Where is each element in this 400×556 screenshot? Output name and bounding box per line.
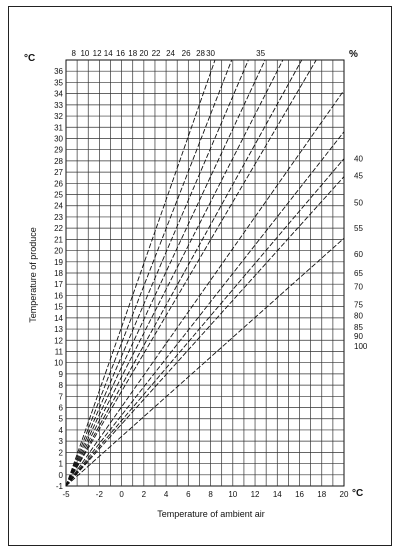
percent-label: 65 <box>354 269 363 278</box>
y-tick-label: 16 <box>54 291 63 301</box>
y-tick-label: 19 <box>54 257 63 267</box>
y-tick-label: 27 <box>54 168 63 178</box>
percent-label: 60 <box>354 249 363 259</box>
series-line <box>66 132 344 486</box>
top-tick-label: 8 <box>71 49 77 58</box>
y-tick-label: 17 <box>54 280 63 290</box>
percent-label: 45 <box>354 171 363 181</box>
series-line <box>66 238 344 486</box>
y-tick-label: 32 <box>54 112 63 122</box>
x-tick-label: 12 <box>250 490 260 499</box>
top-tick-label: 24 <box>166 49 175 58</box>
y-tick-label: 30 <box>54 134 63 144</box>
y-tick-label: 34 <box>54 89 63 99</box>
series-line <box>66 159 344 486</box>
top-tick-label: 12 <box>92 49 102 58</box>
x-tick-label: 10 <box>228 490 238 499</box>
top-tick-label: 22 <box>151 49 161 58</box>
x-axis-title: Temperature of ambient air <box>157 509 265 519</box>
y-tick-label: 1 <box>58 459 63 469</box>
y-tick-label: 6 <box>58 403 63 413</box>
y-tick-label: 14 <box>54 313 63 323</box>
top-tick-label: 14 <box>103 49 113 58</box>
y-tick-label: 23 <box>54 212 63 222</box>
y-tick-label: 3 <box>58 437 63 447</box>
y-tick-label: 11 <box>54 347 63 357</box>
percent-label: 75 <box>354 300 363 310</box>
percent-label: 85 <box>354 322 363 332</box>
top-tick-label: 10 <box>80 49 90 58</box>
x-tick-label: 6 <box>186 490 191 499</box>
y-tick-label: 18 <box>54 269 63 278</box>
y-tick-label: 4 <box>58 425 63 435</box>
grid <box>66 60 344 486</box>
y-tick-label: 10 <box>54 358 63 368</box>
top-tick-label: 26 <box>181 49 191 58</box>
top-tick-label: 35 <box>256 49 266 58</box>
top-tick-label: 30 <box>206 49 216 58</box>
y-tick-label: 25 <box>54 190 63 200</box>
y-tick-label: -1 <box>55 482 63 491</box>
top-tick-label: 18 <box>128 49 138 58</box>
y-tick-label: 12 <box>54 336 63 346</box>
y-tick-label: 13 <box>54 325 63 335</box>
x-tick-label: 8 <box>208 490 213 499</box>
y-tick-label: 21 <box>54 235 63 245</box>
percent-label: 55 <box>354 224 363 234</box>
x-tick-label: -5 <box>62 490 70 499</box>
y-tick-label: 22 <box>54 224 63 234</box>
x-tick-label: 0 <box>119 490 124 499</box>
y-tick-label: 8 <box>58 381 63 391</box>
tick-labels <box>54 49 368 499</box>
y-tick-label: 31 <box>54 123 63 133</box>
percent-label: 70 <box>354 282 363 292</box>
percent-label: 90 <box>354 331 363 341</box>
y-axis-title: Temperature of produce <box>28 227 38 323</box>
y-tick-label: 36 <box>54 67 63 77</box>
percent-unit: % <box>349 49 358 60</box>
x-tick-label: 18 <box>317 490 327 499</box>
y-tick-label: 28 <box>54 156 63 166</box>
y-tick-label: 24 <box>54 201 63 211</box>
x-axis-unit: °C <box>352 488 364 499</box>
x-tick-label: 14 <box>272 490 282 499</box>
y-axis-unit: °C <box>24 53 36 64</box>
y-tick-label: 0 <box>58 470 63 480</box>
percent-label: 80 <box>354 311 363 321</box>
y-tick-label: 2 <box>58 448 63 458</box>
y-tick-label: 26 <box>54 179 63 189</box>
y-tick-label: 33 <box>54 100 63 110</box>
top-tick-label: 16 <box>116 49 125 58</box>
y-tick-label: 5 <box>58 414 63 424</box>
y-tick-label: 9 <box>58 369 63 379</box>
percent-label: 100 <box>354 341 368 351</box>
x-tick-label: -2 <box>95 490 103 499</box>
series-line <box>66 177 344 486</box>
top-tick-label: 28 <box>196 49 206 58</box>
x-tick-label: 20 <box>339 490 349 499</box>
y-tick-label: 15 <box>54 302 63 312</box>
y-tick-label: 20 <box>54 246 63 256</box>
y-tick-label: 7 <box>58 392 63 402</box>
x-tick-label: 4 <box>163 490 169 499</box>
y-tick-label: 29 <box>54 145 63 155</box>
x-tick-label: 2 <box>141 490 147 499</box>
top-tick-label: 20 <box>139 49 149 58</box>
y-tick-label: 35 <box>54 78 63 88</box>
percent-label: 40 <box>354 154 363 164</box>
percent-label: 50 <box>354 198 363 208</box>
x-tick-label: 16 <box>295 490 304 499</box>
